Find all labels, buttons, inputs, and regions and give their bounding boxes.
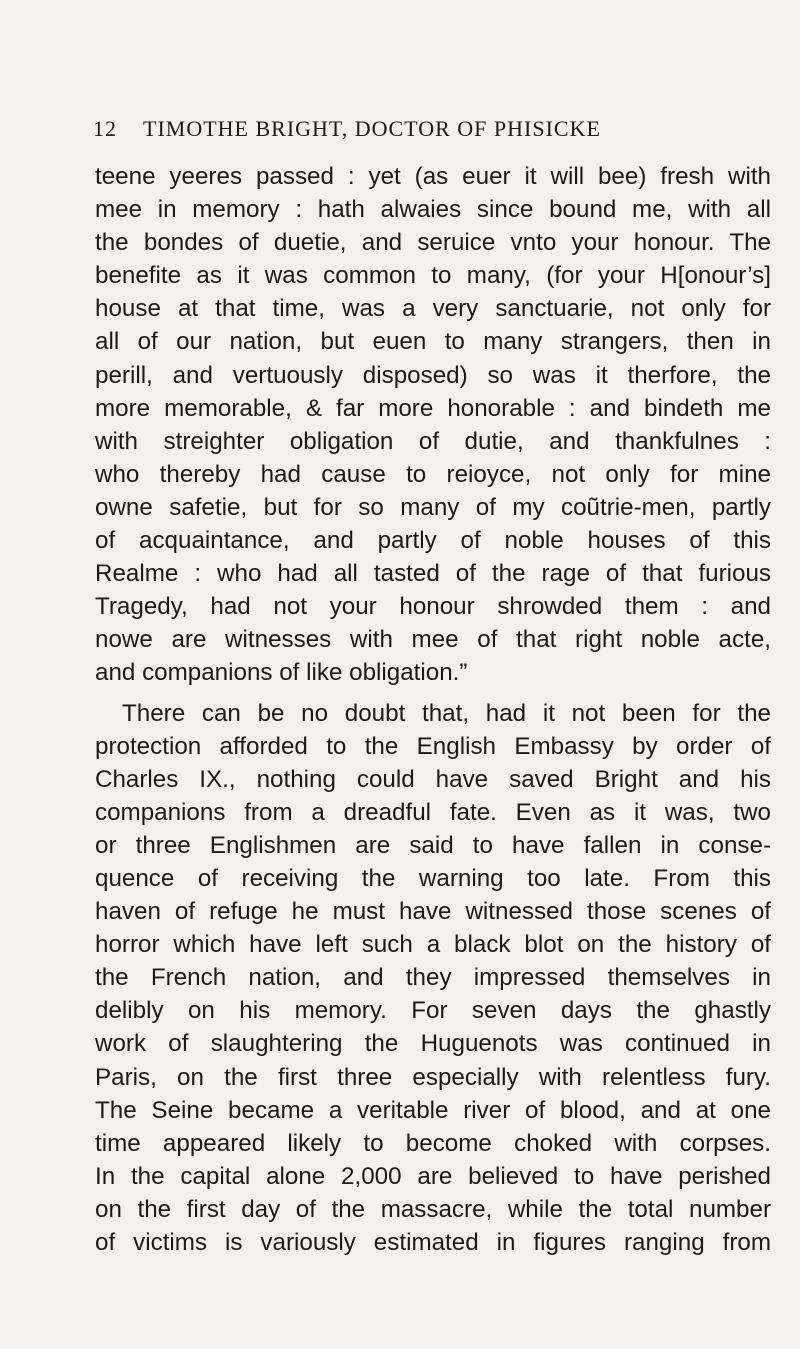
text-line: more memorable, & far more honorable : and bindeth me xyxy=(95,394,771,422)
text-line: Realme : who had all tasted of the rage of that furious xyxy=(95,560,771,588)
text-line: perill, and vertuously disposed) so was it therfore, the xyxy=(95,361,771,389)
text-line: who thereby had cause to reioyce, not only for mine xyxy=(95,460,771,488)
text-line: work of slaughtering the Huguenots was continued in xyxy=(95,1030,771,1058)
text-line: nowe are witnesses with mee of that right noble acte, xyxy=(95,626,771,654)
text-line: Paris, on the first three especially with relentless fury. xyxy=(95,1063,771,1091)
text-line: Tragedy, had not your honour shrowded them : and xyxy=(95,593,771,621)
text-line: quence of receiving the warning too late. From this xyxy=(95,864,771,892)
text-line: horror which have left such a black blot on the history of xyxy=(95,931,771,959)
running-head xyxy=(93,114,773,144)
body-text xyxy=(95,160,771,1259)
text-line: Charles IX., nothing could have saved Bright and his xyxy=(95,765,771,793)
text-line: of victims is variously estimated in figures ranging from xyxy=(95,1229,771,1256)
text-line: house at that time, was a very sanctuarie, not only for xyxy=(95,295,771,323)
text-line: with streighter obligation of dutie, and thankfulnes : xyxy=(95,427,771,455)
text-line: haven of refuge he must have witnessed those scenes of xyxy=(95,898,771,926)
text-line: benefite as it was common to many, (for your H[onour’s] xyxy=(95,262,771,290)
text-line: companions from a dreadful fate. Even as it was, two xyxy=(95,798,771,826)
text-line: time appeared likely to become choked with corpses. xyxy=(95,1129,771,1157)
text-line: teene yeeres passed : yet (as euer it will bee) fresh with xyxy=(95,163,771,190)
text-line: delibly on his memory. For seven days the ghastly xyxy=(95,997,771,1025)
page-number: 12 xyxy=(93,116,117,141)
paragraph-letter-quotation xyxy=(95,160,771,690)
text-line: owne safetie, but for so many of my coũtrie-men, partly xyxy=(95,493,771,521)
paragraph-gap xyxy=(95,690,771,697)
text-line: In the capital alone 2,000 are believed to have perished xyxy=(95,1162,771,1190)
text-line: on the first day of the massacre, while the total number xyxy=(95,1195,771,1223)
text-line: or three Englishmen are said to have fallen in conse- xyxy=(95,831,771,859)
text-line: the bondes of duetie, and seruice vnto your honour. The xyxy=(95,229,771,257)
paragraph-narrative xyxy=(95,697,771,1260)
text-line: the French nation, and they impressed themselves in xyxy=(95,964,771,992)
text-line: There can be no doubt that, had it not been for the xyxy=(122,699,771,727)
text-line: protection afforded to the English Embassy by order of xyxy=(95,732,771,760)
text-line: and companions of like obligation.” xyxy=(95,659,468,687)
text-line: The Seine became a veritable river of blood, and at one xyxy=(95,1096,771,1124)
text-line: mee in memory : hath alwaies since bound me, with all xyxy=(95,196,771,224)
text-line: all of our nation, but euen to many strangers, then in xyxy=(95,328,771,356)
text-line: of acquaintance, and partly of noble houses of this xyxy=(95,527,771,555)
running-title: TIMOTHE BRIGHT, DOCTOR OF PHISICKE xyxy=(143,116,601,141)
